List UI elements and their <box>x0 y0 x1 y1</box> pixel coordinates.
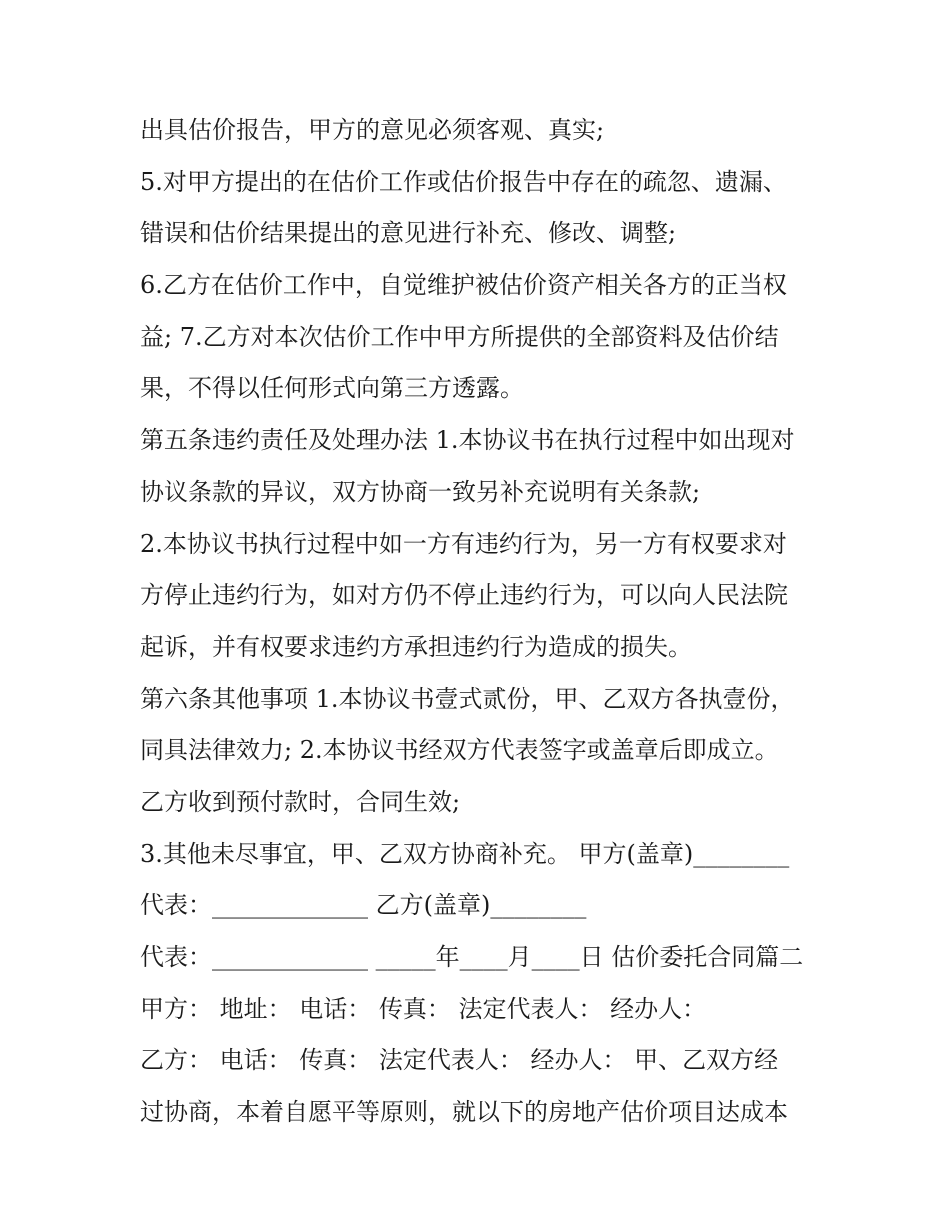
text-line: 同具法律效力; 2.本协议书经双方代表签字或盖章后即成立。 <box>140 736 779 765</box>
text-line: 代表：_____________ _____年____月____日 估价委托合同篇二 <box>140 943 804 971</box>
text-line: 果，不得以任何形式向第三方透露。 <box>140 374 524 403</box>
text-line: 乙方： 电话： 传真： 法定代表人： 经办人： 甲、乙双方经 <box>140 1046 779 1075</box>
text-line: 益; 7.乙方对本次估价工作中甲方所提供的全部资料及估价结 <box>140 322 779 351</box>
text-line: 起诉，并有权要求违约方承担违约行为造成的损失。 <box>140 632 692 661</box>
text-line: 5.对甲方提出的在估价工作或估价报告中存在的疏忽、遗漏、 <box>140 167 787 196</box>
text-line: 过协商，本着自愿平等原则，就以下的房地产估价项目达成本 <box>140 1098 788 1127</box>
text-line: 代表：_____________ 乙方(盖章)________ <box>140 891 587 920</box>
text-line: 甲方： 地址： 电话： 传真： 法定代表人： 经办人： <box>140 994 707 1023</box>
text-line: 第五条违约责任及处理办法 1.本协议书在执行过程中如出现对 <box>140 426 795 455</box>
text-line: 6.乙方在估价工作中，自觉维护被估价资产相关各方的正当权 <box>140 271 787 300</box>
text-line: 第六条其他事项 1.本协议书壹式贰份，甲、乙双方各执壹份， <box>140 684 795 713</box>
document-body <box>140 105 820 1139</box>
text-line: 方停止违约行为，如对方仍不停止违约行为，可以向人民法院 <box>140 581 788 610</box>
text-line: 2.本协议书执行过程中如一方有违约行为，另一方有权要求对 <box>140 529 787 558</box>
text-line: 乙方收到预付款时，合同生效; <box>140 787 461 816</box>
text-line: 3.其他未尽事宜，甲、乙双方协商补充。 甲方(盖章)________ <box>140 839 790 868</box>
text-line: 出具估价报告，甲方的意见必须客观、真实; <box>140 116 605 144</box>
text-line: 错误和估价结果提出的意见进行补充、修改、调整; <box>140 219 677 248</box>
text-line: 协议条款的异议，双方协商一致另补充说明有关条款; <box>140 477 701 506</box>
